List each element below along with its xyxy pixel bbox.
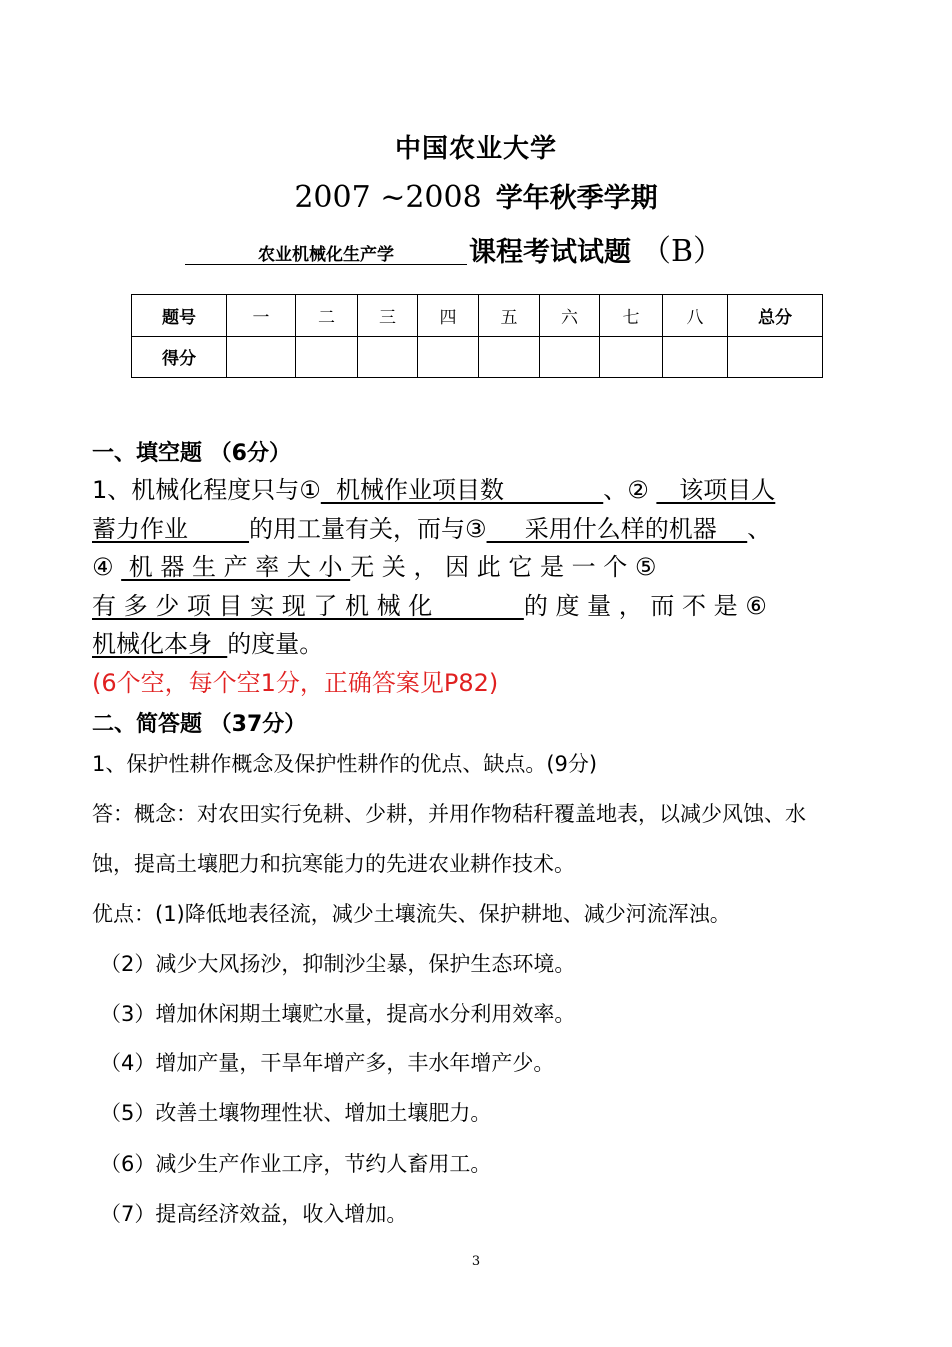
answer-blank-5: 有 多 少 项 目 实 现 了 机 械 化 bbox=[92, 591, 524, 620]
question-line bbox=[92, 510, 862, 549]
table-header-cell: 题号 bbox=[132, 295, 227, 337]
question-line bbox=[92, 471, 862, 510]
question-text: 、 bbox=[747, 514, 772, 543]
score-cell bbox=[600, 336, 663, 378]
question-line bbox=[92, 625, 862, 664]
score-cell bbox=[540, 336, 600, 378]
year-range: 2007 ~2008 bbox=[294, 180, 482, 215]
answer-line: （2）减少大风扬沙，抑制沙尘暴，保护生态环境。 bbox=[100, 952, 576, 976]
question-text: 的 度 量 ， 而 不 是 ⑥ bbox=[523, 591, 767, 620]
answer-line: （7）提高经济效益，收入增加。 bbox=[100, 1202, 408, 1226]
table-header-cell: 六 bbox=[540, 295, 600, 337]
question-text: 、② bbox=[603, 476, 657, 504]
question-line bbox=[92, 548, 862, 587]
exam-title bbox=[469, 226, 723, 270]
table-header-cell: 三 bbox=[358, 295, 418, 337]
table-row-label: 得分 bbox=[132, 336, 227, 378]
academic-term-line bbox=[0, 176, 952, 215]
score-table bbox=[131, 294, 823, 378]
score-cell bbox=[663, 336, 728, 378]
answer-blank-6: 机械化本身 bbox=[92, 630, 228, 658]
table-header-cell: 五 bbox=[479, 295, 540, 337]
answer-blank-3: 采用什么样的机器 bbox=[486, 514, 748, 543]
section2-title: 二、简答题 （37分） bbox=[92, 712, 307, 737]
term-label: 学年秋季学期 bbox=[495, 183, 658, 214]
exam-title-text: 课程考试试题 bbox=[469, 237, 631, 268]
table-header-cell: 八 bbox=[663, 295, 728, 337]
question-2-1: 1、保护性耕作概念及保护性耕作的优点、缺点。(9分) bbox=[92, 752, 598, 776]
answer-blank-2-cont: 蓄力作业 bbox=[92, 514, 250, 543]
table-header-cell: 总分 bbox=[728, 295, 823, 337]
section1-title: 一、填空题 （6分） bbox=[92, 441, 291, 466]
page-number: 3 bbox=[471, 1254, 481, 1269]
table-header-cell: 七 bbox=[600, 295, 663, 337]
question-text: 的度量。 bbox=[227, 630, 324, 658]
answer-blank-4: 机 器 生 产 率 大 小 bbox=[121, 553, 351, 581]
course-title-line bbox=[185, 226, 825, 269]
answer-line: 蚀，提高土壤肥力和抗寒能力的先进农业耕作技术。 bbox=[92, 852, 575, 876]
score-cell bbox=[227, 336, 296, 378]
answer-line: 优点：(1)降低地表径流，减少土壤流失、保护耕地、减少河流浑浊。 bbox=[92, 902, 731, 926]
question-text: 1、机械化程度只与① bbox=[92, 476, 321, 504]
answer-line: （6）减少生产作业工序，节约人畜用工。 bbox=[100, 1152, 492, 1176]
fill-blank-question-1 bbox=[92, 471, 862, 702]
table-header-cell: 四 bbox=[418, 295, 479, 337]
question-line bbox=[92, 587, 862, 626]
score-cell bbox=[296, 336, 358, 378]
score-table-score-row bbox=[132, 336, 823, 378]
answer-line: （4）增加产量，干旱年增产多，丰水年增产少。 bbox=[100, 1051, 555, 1075]
table-header-cell: 一 bbox=[227, 295, 296, 337]
question-text: ④ bbox=[92, 553, 122, 581]
score-table-header-row bbox=[132, 295, 823, 337]
answer-line: （5）改善土壤物理性状、增加土壤肥力。 bbox=[100, 1101, 492, 1125]
answer-line: 答：概念：对农田实行免耕、少耕，并用作物秸秆覆盖地表，以减少风蚀、水 bbox=[92, 802, 806, 826]
answer-blank-2: 该项目人 bbox=[656, 476, 776, 504]
question-text: 的用工量有关，而与③ bbox=[249, 514, 487, 543]
score-cell bbox=[418, 336, 479, 378]
course-name: 农业机械化生产学 bbox=[185, 240, 467, 265]
question-text: 无 关 ， 因 此 它 是 一 个 ⑤ bbox=[350, 553, 657, 581]
table-header-cell: 二 bbox=[296, 295, 358, 337]
answer-line: （3）增加休闲期土壤贮水量，提高水分利用效率。 bbox=[100, 1002, 576, 1026]
university-name: 中国农业大学 bbox=[394, 134, 557, 164]
score-cell bbox=[728, 336, 823, 378]
paper-version: （B） bbox=[641, 234, 724, 269]
score-cell bbox=[479, 336, 540, 378]
answer-blank-1: 机械作业项目数 bbox=[320, 476, 604, 504]
score-cell bbox=[358, 336, 418, 378]
scoring-note: (6个空，每个空1分，正确答案见P82) bbox=[92, 668, 499, 697]
